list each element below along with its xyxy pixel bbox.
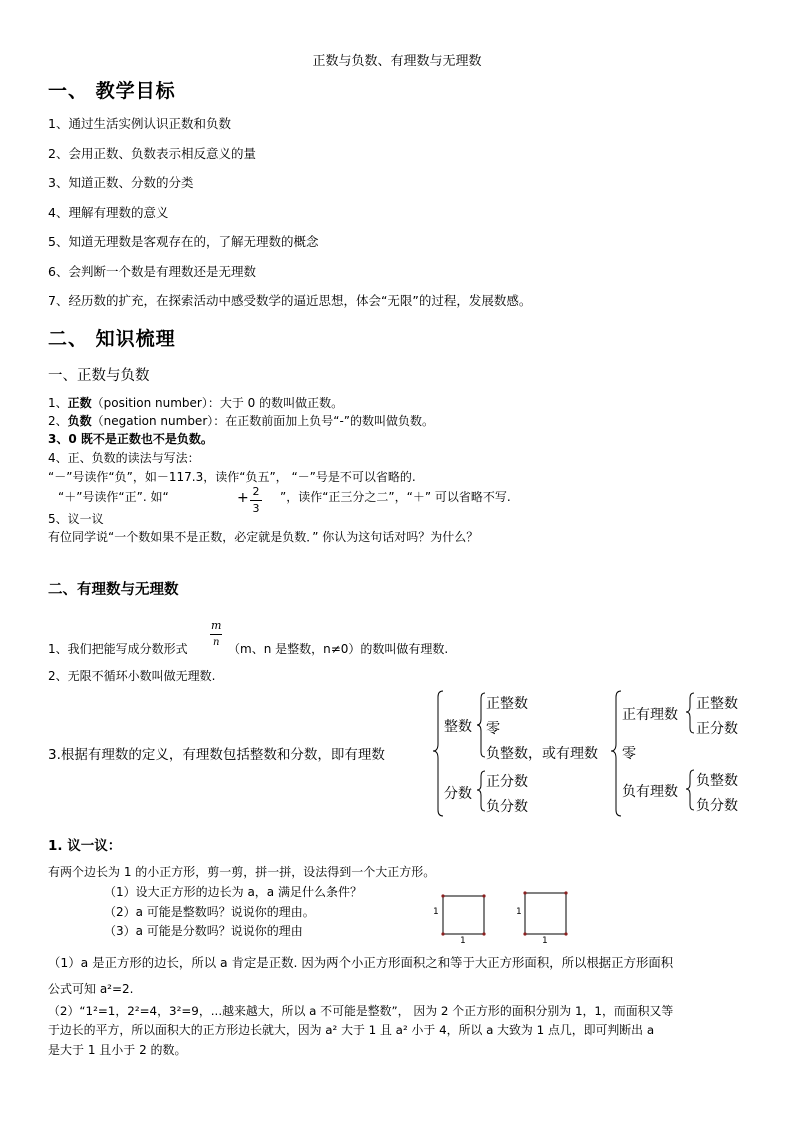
exercise-problem: 有两个边长为 1 的小正方形，剪一剪，拼一拼，设法得到一个大正方形。 (48, 865, 436, 879)
square-vertex (564, 891, 567, 894)
brace-integer (477, 693, 485, 757)
brace-rational-left (433, 691, 443, 816)
objective-item: 6、会判断一个数是有理数还是无理数 (48, 264, 256, 279)
reading-negative-sign: “－”号读作“负”，如－117.3，读作“负五”， “－”号是不可以省略的. (48, 470, 416, 484)
objective-item: 7、经历数的扩充，在探索活动中感受数学的逼近思想，体会“无限”的过程，发展数感。 (48, 293, 532, 308)
answer-2-line-a: （2）“1²=1，2²=4，3²=9，...越来越大，所以 a 不可能是整数”， 因为 2 个正方形的面积分别为 1，1，而面积又等 (48, 1004, 674, 1018)
class-negative-rational: 负有理数 (622, 784, 678, 800)
square-vertex (482, 894, 485, 897)
class-integer: 整数 (444, 719, 472, 735)
square-vertex (441, 932, 444, 935)
square2-side-label: 1 (516, 907, 522, 917)
exercise-heading: 1. 议一议： (48, 838, 122, 854)
fraction-numerator: 2 (252, 485, 260, 498)
definition-negative: 2、负数（negation number）：在正数前面加上负号“-”的数叫做负数。 (48, 414, 435, 428)
square-vertex (523, 891, 526, 894)
rational-definition-b: （m、n 是整数，n≠0）的数叫做有理数. (228, 642, 449, 656)
subsection-heading-rational-irrational: 二、有理数与无理数 (48, 582, 179, 598)
square-vertex (523, 932, 526, 935)
fraction-denominator: 3 (252, 502, 260, 515)
class-positive-fraction: 正分数 (486, 774, 528, 790)
answer-1-line-b: 公式可知 a²=2. (48, 982, 134, 996)
brace-negative-rational (686, 770, 694, 810)
small-square-2 (525, 893, 566, 934)
fraction-m: m (211, 619, 222, 632)
class-positive-integer-2: 正整数 (696, 696, 738, 712)
class-negative-fraction: 负分数 (486, 799, 528, 815)
classification-intro: 3.根据有理数的定义，有理数包括整数和分数，即有理数 (48, 747, 385, 763)
discuss-title: 5、议一议 (48, 512, 104, 526)
reading-positive-sign-b: ”，读作“正三分之二”，“＋” 可以省略不写. (280, 490, 511, 504)
square1-side-label: 1 (433, 907, 439, 917)
square-vertex (482, 932, 485, 935)
objective-item: 2、会用正数、负数表示相反意义的量 (48, 146, 256, 161)
class-zero-2: 零 (622, 746, 636, 762)
square2-bottom-label: 1 (542, 936, 548, 946)
discuss-question: 有位同学说“一个数如果不是正数，必定就是负数．” 你认为这句话对吗？为什么？ (48, 530, 479, 544)
reading-positive-sign-a: “＋”号读作“正”. 如“ (58, 490, 169, 504)
subsection-heading-positive-negative: 一、正数与负数 (48, 368, 150, 384)
brace-rational-right (611, 691, 621, 816)
reading-writing-title: 4、正、负数的读法与写法： (48, 451, 200, 465)
class-negative-integer-or: 负整数，或有理数 (486, 746, 598, 762)
section-heading-objectives: 一、 教学目标 (48, 80, 176, 102)
exercise-question-3: （3）a 可能是分数吗？说说你的理由 (104, 924, 303, 938)
plus-sign: + (237, 490, 249, 506)
objective-item: 3、知道正数、分数的分类 (48, 175, 194, 190)
class-positive-integer: 正整数 (486, 696, 528, 712)
square-vertex (564, 932, 567, 935)
irrational-definition: 2、无限不循环小数叫做无理数. (48, 669, 216, 683)
fraction-n: n (213, 637, 220, 648)
definition-positive: 1、正数（position number）：大于 0 的数叫做正数。 (48, 396, 344, 410)
class-fraction: 分数 (444, 786, 472, 802)
square1-bottom-label: 1 (460, 936, 466, 946)
class-positive-rational: 正有理数 (622, 707, 678, 723)
exercise-question-2: （2）a 可能是整数吗？说说你的理由。 (104, 905, 315, 919)
definition-zero: 3、0 既不是正数也不是负数。 (48, 432, 213, 446)
section-heading-knowledge: 二、 知识梳理 (48, 328, 176, 350)
class-negative-fraction-2: 负分数 (696, 798, 738, 814)
square-vertex (441, 894, 444, 897)
class-negative-integer-2: 负整数 (696, 773, 738, 789)
class-positive-fraction-2: 正分数 (696, 721, 738, 737)
objective-item: 1、通过生活实例认识正数和负数 (48, 116, 231, 131)
objective-item: 4、理解有理数的意义 (48, 205, 169, 220)
answer-2-line-b: 于边长的平方，所以面积大的正方形边长就大，因为 a² 大于 1 且 a² 小于 4，所以 a 大致为 1 点几，即可判断出 a (48, 1023, 655, 1037)
brace-fraction (477, 771, 485, 811)
answer-2-line-c: 是大于 1 且小于 2 的数。 (48, 1043, 187, 1057)
class-zero: 零 (486, 721, 500, 737)
answer-1-line-a: （1）a 是正方形的边长，所以 a 肯定是正数. 因为两个小正方形面积之和等于大正方形面积，所以根据正方形面积 (48, 955, 674, 970)
document-title: 正数与负数、有理数与无理数 (312, 54, 482, 69)
exercise-question-1: （1）设大正方形的边长为 a，a 满足什么条件？ (104, 885, 362, 899)
small-square-1 (443, 896, 484, 934)
objective-item: 5、知道无理数是客观存在的，了解无理数的概念 (48, 234, 319, 249)
brace-positive-rational (686, 693, 694, 733)
rational-definition-a: 1、我们把能写成分数形式 (48, 642, 188, 656)
